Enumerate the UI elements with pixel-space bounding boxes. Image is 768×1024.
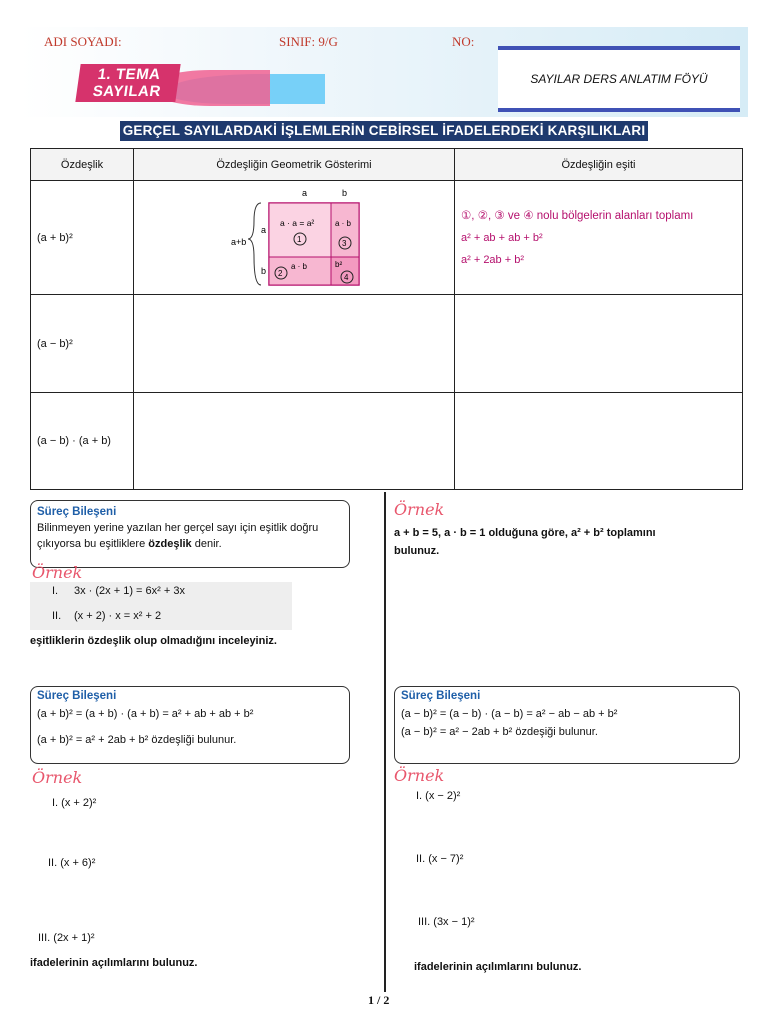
diagram-side-b: b [261,266,267,276]
region-4-num: 4 [344,273,349,282]
region-3-num: 3 [342,239,347,248]
example4-item2: II. (x − 7)² [416,853,464,865]
diagram-side-sum: a+b [231,237,247,247]
diagram-top-a: a [302,188,308,198]
page-number: 1 / 2 [368,993,390,1007]
example2-item3: III. (2x + 1)² [38,932,95,944]
col-header-geometry: Özdeşliğin Geometrik Gösterimi [134,149,455,181]
theme-line2: SAYILAR [91,83,162,100]
identity-cell: (a − b) · (a + b) [31,393,134,490]
example3-line1: a + b = 5, a · b = 1 olduğuna göre, a² + b² toplamını [394,527,656,539]
brace [248,203,261,285]
example-label: Örnek [394,766,445,785]
region-3-label: a · b [335,219,352,228]
diff-square-line2: (a − b)² = a² − 2ab + b² özdeşiği bulunur. [401,726,598,738]
example1-item2-num: II. [52,610,62,622]
region-1-num: 1 [297,235,302,244]
example-label: Örnek [32,768,83,787]
diagram-side-a: a [261,225,267,235]
result-line1: ①, ②, ③ ve ④ nolu bölgelerin alanları toplamı [461,210,694,222]
sum-square-line2: (a + b)² = a² + 2ab + b² özdeşliği bulunur. [37,734,237,746]
example1-item1: 3x · (2x + 1) = 6x² + 3x [74,585,185,597]
diagram-top-b: b [342,188,348,198]
result-line2: a² + ab + ab + b² [461,232,543,244]
example4-item1: I. (x − 2)² [416,790,461,802]
region-1-label: a · a = a² [280,218,315,228]
sum-square-line1: (a + b)² = (a + b) · (a + b) = a² + ab + ab + b² [37,708,254,720]
region-2-label: a · b [291,262,308,271]
identity-cell: (a − b)² [31,295,134,393]
name-label: ADI SOYADI: [44,34,122,49]
process-box-title: Süreç Bileşeni [37,690,117,702]
definition-line1: Bilinmeyen yerine yazılan her gerçel sayı için eşitlik doğru [37,522,319,534]
region-1 [269,203,331,257]
number-label: NO: [452,34,475,49]
doc-title: SAYILAR DERS ANLATIM FÖYÜ [498,46,740,112]
process-box-definition [30,500,350,568]
process-box-sum-square [30,686,350,764]
table-row [31,295,743,393]
example3-line2: bulunuz. [394,545,440,557]
example2-item1: I. (x + 2)² [52,797,97,809]
process-box-diff-square [394,686,740,764]
theme-line1: 1. TEMA [96,66,162,83]
region-4-label: b² [335,260,343,269]
col-header-identity: Özdeşlik [31,149,134,181]
example2-item2: II. (x + 6)² [48,857,96,869]
example4-item3: III. (3x − 1)² [418,916,475,928]
example1-item2: (x + 2) · x = x² + 2 [74,610,162,622]
result-cell-empty [455,393,743,490]
result-cell [455,181,743,295]
geometry-cell-empty [134,295,455,393]
main-title: GERÇEL SAYILARDAKİ İŞLEMLERİN CEBİRSEL İFADELERDEKİ KARŞILIKLARI [120,121,648,141]
diff-square-line1: (a − b)² = (a − b) · (a − b) = a² − ab − ab + b² [401,708,618,720]
example1-item1-num: I. [52,585,59,597]
class-label: SINIF: 9/G [279,34,338,49]
identity-table [30,148,743,490]
region-2-num: 2 [278,269,283,278]
identity-cell: (a + b)² [31,181,134,295]
table-row [31,181,743,295]
geometry-cell [134,181,455,295]
example4-question: ifadelerinin açılımlarını bulunuz. [414,961,582,973]
table-row [31,393,743,490]
example2-question: ifadelerinin açılımlarını bulunuz. [30,957,198,969]
example-label: Örnek [394,500,445,519]
definition-line2: çıkıyorsa bu eşitliklere özdeşlik denir. [37,538,222,550]
result-line3: a² + 2ab + b² [461,254,524,266]
theme-badge [75,64,180,102]
example1-question: eşitliklerin özdeşlik olup olmadığını inceleyiniz. [30,635,277,647]
example-label: Örnek [32,563,83,582]
process-box-title: Süreç Bileşeni [401,690,481,702]
geometry-cell-empty [134,393,455,490]
result-cell-empty [455,295,743,393]
column-divider [384,492,386,992]
col-header-result: Özdeşliğin eşiti [455,149,743,181]
square-diagram [134,181,454,291]
process-box-title: Süreç Bileşeni [37,506,117,518]
